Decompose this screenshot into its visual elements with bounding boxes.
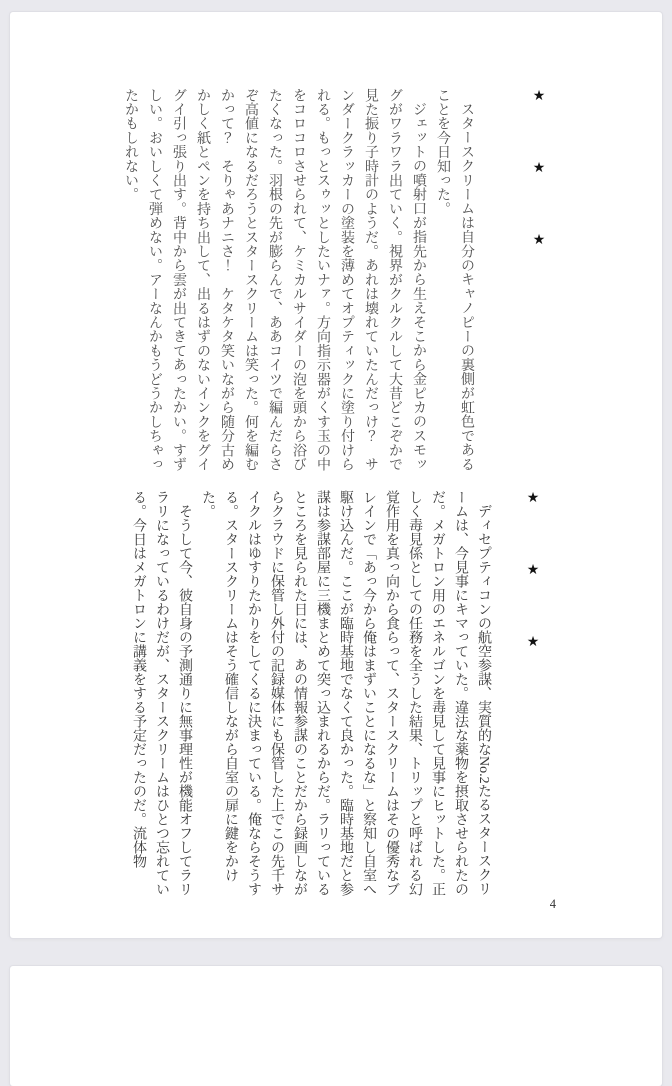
page-number: 4 <box>549 897 556 911</box>
paragraph: ディセプティコンの航空参謀、実質的なNo.2たるスタースクリームは、今見事にキマっていた。違法な薬物を摂取させられたのだ。メガトロン用のエネルゴンを毒見して見事にヒットした。正しく毒見係としての任務を全うした結果、トリップと呼ばれる幻覚作用を真っ向から食らって、スタースクリームはその優秀なブレインで「あっ今から俺はまずいことになるな」と察知し自室へ駆け込んだ。ここが臨時基地でなくて良かった。臨時基地だと参謀は参謀部屋に三機まとめて突っ込まれるからだ。ラリっているところを見られた日には、あの情報参謀のことだから録画しながらクラウドに保管し外付の記録媒体にも保管した上でこの先千サイクルはゆすりたかりをしてくるに決まっている。俺ならそうする。スタースクリームはそう確信しながら自室の扉に鍵をかけた。 <box>200 490 491 896</box>
paragraph: そうして今、彼自身の予測通りに無事理性が機能オフしてラリラリになっているわけだが、スタースクリームはひとつ忘れている。今日はメガトロンに講義をする予定だったのだ。流体物 <box>131 490 192 896</box>
section-separator-stars: ★★★ <box>531 88 546 304</box>
document-page <box>10 12 662 938</box>
next-page-top-edge <box>10 966 662 1086</box>
paragraph: ジェットの噴射口が指先から生えそこから金ピカのスモッグがワラワラ出ていく。視界がクルクルして大昔どこぞかで見た振り子時計のようだ。あれは壊れていたんだっけ？ サンダークラッカーの塗装を薄めてオプティックに塗り付けられる。もっとスゥッとしたいナァ。方向指示器がくす玉の中をコロコロさせられて、ケミカルサイダーの泡を頭から浴びたくなった。羽根の先が膨らんで、ああコイツで編んだらさぞ高値になるだろうとスタースクリームは笑った。何を編むかって？ そりゃあナニさ！ ケタケタ笑いながら随分古めかしく紙とペンを持ち出して、出るはずのないインクをグイグイ引っ張り出す。背中から雲が出てきてあったかい。すずしい。おいしくて弾めない。アーなんかもうどうかしちゃったかもしれない。 <box>124 88 428 472</box>
text-section-narration <box>127 490 544 900</box>
section-separator-stars: ★★★ <box>525 490 540 706</box>
paragraph: スタースクリームは自分のキャノピーの裏側が虹色であることを今日知った。 <box>436 88 476 472</box>
text-section-trip <box>120 88 550 482</box>
